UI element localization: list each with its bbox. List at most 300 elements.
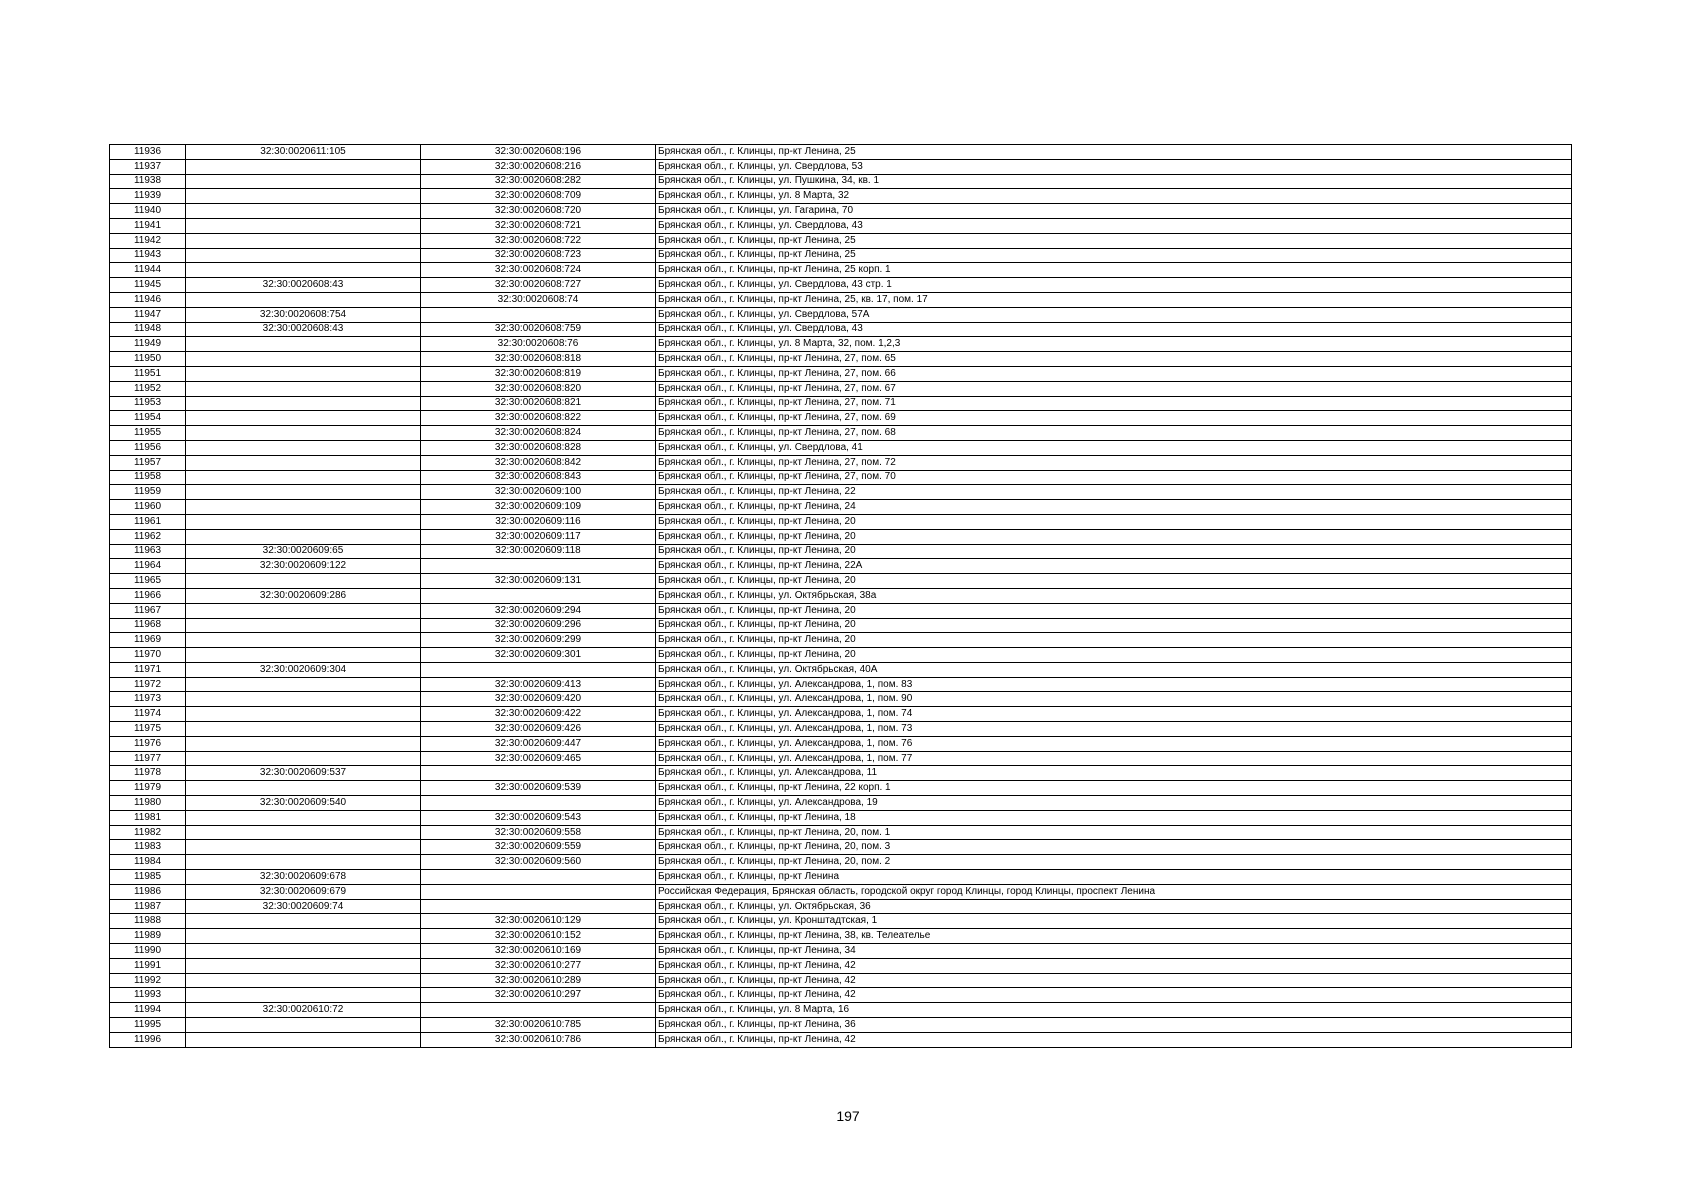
table-row <box>110 958 1572 973</box>
table-row <box>110 1032 1572 1047</box>
object-cadastral-number-cell: 32:30:0020608:820 <box>421 381 656 396</box>
object-address-cell: Брянская обл., г. Клинцы, ул. 8 Марта, 16 <box>656 1003 1572 1018</box>
object-cadastral-number-cell: 32:30:0020609:294 <box>421 603 656 618</box>
building-cadastral-number-cell: 32:30:0020609:74 <box>186 899 421 914</box>
row-number-cell: 11984 <box>110 855 186 870</box>
building-cadastral-number-cell <box>186 574 421 589</box>
object-cadastral-number-cell <box>421 662 656 677</box>
row-number-cell: 11938 <box>110 174 186 189</box>
building-cadastral-number-cell <box>186 618 421 633</box>
table-row <box>110 973 1572 988</box>
object-address-cell: Брянская обл., г. Клинцы, ул. Свердлова, 57А <box>656 307 1572 322</box>
table-row <box>110 825 1572 840</box>
building-cadastral-number-cell: 32:30:0020609:679 <box>186 884 421 899</box>
row-number-cell: 11985 <box>110 870 186 885</box>
object-address-cell: Брянская обл., г. Клинцы, пр-кт Ленина, 20 <box>656 633 1572 648</box>
row-number-cell: 11968 <box>110 618 186 633</box>
object-address-cell: Брянская обл., г. Клинцы, ул. Александрова, 1, пом. 73 <box>656 722 1572 737</box>
row-number-cell: 11976 <box>110 736 186 751</box>
building-cadastral-number-cell <box>186 396 421 411</box>
row-number-cell: 11953 <box>110 396 186 411</box>
object-address-cell: Брянская обл., г. Клинцы, ул. Октябрьская, 40А <box>656 662 1572 677</box>
object-address-cell: Брянская обл., г. Клинцы, пр-кт Ленина, 42 <box>656 958 1572 973</box>
building-cadastral-number-cell: 32:30:0020609:304 <box>186 662 421 677</box>
object-address-cell: Брянская обл., г. Клинцы, ул. Свердлова, 41 <box>656 440 1572 455</box>
object-address-cell: Брянская обл., г. Клинцы, пр-кт Ленина, 20, пом. 1 <box>656 825 1572 840</box>
object-cadastral-number-cell: 32:30:0020608:828 <box>421 440 656 455</box>
object-cadastral-number-cell: 32:30:0020608:824 <box>421 426 656 441</box>
object-address-cell: Брянская обл., г. Клинцы, пр-кт Ленина, 27, пом. 68 <box>656 426 1572 441</box>
row-number-cell: 11994 <box>110 1003 186 1018</box>
table-row <box>110 426 1572 441</box>
object-address-cell: Брянская обл., г. Клинцы, пр-кт Ленина, 42 <box>656 988 1572 1003</box>
object-address-cell: Брянская обл., г. Клинцы, ул. Александрова, 11 <box>656 766 1572 781</box>
table-row <box>110 1018 1572 1033</box>
building-cadastral-number-cell <box>186 603 421 618</box>
object-cadastral-number-cell: 32:30:0020608:842 <box>421 455 656 470</box>
table-row <box>110 292 1572 307</box>
row-number-cell: 11986 <box>110 884 186 899</box>
object-cadastral-number-cell: 32:30:0020608:822 <box>421 411 656 426</box>
table-row <box>110 189 1572 204</box>
building-cadastral-number-cell <box>186 440 421 455</box>
building-cadastral-number-cell <box>186 914 421 929</box>
table-row <box>110 662 1572 677</box>
building-cadastral-number-cell <box>186 159 421 174</box>
building-cadastral-number-cell: 32:30:0020609:122 <box>186 559 421 574</box>
object-address-cell: Брянская обл., г. Клинцы, пр-кт Ленина, 20 <box>656 603 1572 618</box>
object-cadastral-number-cell: 32:30:0020608:818 <box>421 352 656 367</box>
object-address-cell: Брянская обл., г. Клинцы, ул. Гагарина, 70 <box>656 204 1572 219</box>
object-address-cell: Брянская обл., г. Клинцы, ул. Октябрьская, 36 <box>656 899 1572 914</box>
object-cadastral-number-cell <box>421 559 656 574</box>
table-row <box>110 337 1572 352</box>
building-cadastral-number-cell: 32:30:0020609:286 <box>186 588 421 603</box>
building-cadastral-number-cell <box>186 411 421 426</box>
row-number-cell: 11941 <box>110 218 186 233</box>
building-cadastral-number-cell <box>186 1032 421 1047</box>
building-cadastral-number-cell: 32:30:0020608:43 <box>186 322 421 337</box>
building-cadastral-number-cell <box>186 263 421 278</box>
object-address-cell: Брянская обл., г. Клинцы, пр-кт Ленина, 20 <box>656 544 1572 559</box>
table-row <box>110 485 1572 500</box>
row-number-cell: 11936 <box>110 145 186 160</box>
row-number-cell: 11975 <box>110 722 186 737</box>
row-number-cell: 11944 <box>110 263 186 278</box>
table-row <box>110 914 1572 929</box>
row-number-cell: 11995 <box>110 1018 186 1033</box>
object-cadastral-number-cell <box>421 884 656 899</box>
object-cadastral-number-cell: 32:30:0020609:117 <box>421 529 656 544</box>
object-address-cell: Брянская обл., г. Клинцы, пр-кт Ленина, 22 корп. 1 <box>656 781 1572 796</box>
building-cadastral-number-cell: 32:30:0020610:72 <box>186 1003 421 1018</box>
building-cadastral-number-cell <box>186 233 421 248</box>
row-number-cell: 11955 <box>110 426 186 441</box>
object-cadastral-number-cell: 32:30:0020610:289 <box>421 973 656 988</box>
table-row <box>110 366 1572 381</box>
table-row <box>110 204 1572 219</box>
row-number-cell: 11989 <box>110 929 186 944</box>
table-row <box>110 988 1572 1003</box>
object-address-cell: Брянская обл., г. Клинцы, пр-кт Ленина, 27, пом. 66 <box>656 366 1572 381</box>
table-row <box>110 751 1572 766</box>
table-row <box>110 766 1572 781</box>
object-address-cell: Брянская обл., г. Клинцы, ул. Александрова, 1, пом. 74 <box>656 707 1572 722</box>
object-cadastral-number-cell: 32:30:0020608:720 <box>421 204 656 219</box>
row-number-cell: 11951 <box>110 366 186 381</box>
object-address-cell: Брянская обл., г. Клинцы, пр-кт Ленина, 27, пом. 69 <box>656 411 1572 426</box>
row-number-cell: 11958 <box>110 470 186 485</box>
object-address-cell: Брянская обл., г. Клинцы, пр-кт Ленина, 27, пом. 72 <box>656 455 1572 470</box>
table-row <box>110 455 1572 470</box>
object-cadastral-number-cell: 32:30:0020609:465 <box>421 751 656 766</box>
table-row <box>110 263 1572 278</box>
object-cadastral-number-cell: 32:30:0020609:116 <box>421 514 656 529</box>
row-number-cell: 11990 <box>110 944 186 959</box>
object-address-cell: Брянская обл., г. Клинцы, пр-кт Ленина, 20 <box>656 514 1572 529</box>
building-cadastral-number-cell <box>186 707 421 722</box>
table-row <box>110 781 1572 796</box>
object-address-cell: Брянская обл., г. Клинцы, ул. 8 Марта, 32 <box>656 189 1572 204</box>
table-row <box>110 470 1572 485</box>
object-address-cell: Брянская обл., г. Клинцы, ул. Пушкина, 34, кв. 1 <box>656 174 1572 189</box>
object-address-cell: Брянская обл., г. Клинцы, пр-кт Ленина, 27, пом. 70 <box>656 470 1572 485</box>
object-cadastral-number-cell <box>421 588 656 603</box>
row-number-cell: 11983 <box>110 840 186 855</box>
building-cadastral-number-cell <box>186 455 421 470</box>
row-number-cell: 11960 <box>110 500 186 515</box>
object-address-cell: Брянская обл., г. Клинцы, пр-кт Ленина, 22 <box>656 485 1572 500</box>
object-address-cell: Брянская обл., г. Клинцы, пр-кт Ленина, 25 корп. 1 <box>656 263 1572 278</box>
object-address-cell: Брянская обл., г. Клинцы, ул. Александрова, 1, пом. 77 <box>656 751 1572 766</box>
building-cadastral-number-cell <box>186 174 421 189</box>
row-number-cell: 11962 <box>110 529 186 544</box>
object-cadastral-number-cell: 32:30:0020610:785 <box>421 1018 656 1033</box>
object-address-cell: Брянская обл., г. Клинцы, ул. Свердлова, 43 <box>656 218 1572 233</box>
row-number-cell: 11942 <box>110 233 186 248</box>
building-cadastral-number-cell <box>186 840 421 855</box>
row-number-cell: 11982 <box>110 825 186 840</box>
building-cadastral-number-cell: 32:30:0020609:678 <box>186 870 421 885</box>
object-address-cell: Российская Федерация, Брянская область, городской округ город Клинцы, город Клинцы, проспект Ленина <box>656 884 1572 899</box>
object-address-cell: Брянская обл., г. Клинцы, ул. Александрова, 19 <box>656 796 1572 811</box>
object-address-cell: Брянская обл., г. Клинцы, ул. Свердлова, 53 <box>656 159 1572 174</box>
row-number-cell: 11993 <box>110 988 186 1003</box>
object-cadastral-number-cell: 32:30:0020609:413 <box>421 677 656 692</box>
object-cadastral-number-cell: 32:30:0020610:152 <box>421 929 656 944</box>
table-row <box>110 352 1572 367</box>
building-cadastral-number-cell <box>186 825 421 840</box>
object-cadastral-number-cell: 32:30:0020608:821 <box>421 396 656 411</box>
building-cadastral-number-cell <box>186 248 421 263</box>
table-row <box>110 322 1572 337</box>
object-cadastral-number-cell: 32:30:0020609:422 <box>421 707 656 722</box>
row-number-cell: 11966 <box>110 588 186 603</box>
building-cadastral-number-cell <box>186 751 421 766</box>
object-cadastral-number-cell: 32:30:0020608:759 <box>421 322 656 337</box>
object-address-cell: Брянская обл., г. Клинцы, ул. Кронштадтская, 1 <box>656 914 1572 929</box>
building-cadastral-number-cell: 32:30:0020609:540 <box>186 796 421 811</box>
object-cadastral-number-cell: 32:30:0020610:129 <box>421 914 656 929</box>
object-address-cell: Брянская обл., г. Клинцы, пр-кт Ленина, 20 <box>656 648 1572 663</box>
registry-table-body <box>110 145 1572 1048</box>
object-cadastral-number-cell: 32:30:0020610:277 <box>421 958 656 973</box>
building-cadastral-number-cell <box>186 855 421 870</box>
building-cadastral-number-cell <box>186 633 421 648</box>
table-row <box>110 722 1572 737</box>
row-number-cell: 11980 <box>110 796 186 811</box>
row-number-cell: 11956 <box>110 440 186 455</box>
object-address-cell: Брянская обл., г. Клинцы, пр-кт Ленина, 20 <box>656 618 1572 633</box>
table-row <box>110 559 1572 574</box>
table-row <box>110 840 1572 855</box>
row-number-cell: 11978 <box>110 766 186 781</box>
object-address-cell: Брянская обл., г. Клинцы, пр-кт Ленина, 20 <box>656 529 1572 544</box>
row-number-cell: 11937 <box>110 159 186 174</box>
row-number-cell: 11945 <box>110 278 186 293</box>
building-cadastral-number-cell <box>186 337 421 352</box>
table-row <box>110 707 1572 722</box>
building-cadastral-number-cell <box>186 973 421 988</box>
building-cadastral-number-cell <box>186 1018 421 1033</box>
building-cadastral-number-cell <box>186 426 421 441</box>
building-cadastral-number-cell: 32:30:0020609:65 <box>186 544 421 559</box>
object-cadastral-number-cell: 32:30:0020608:724 <box>421 263 656 278</box>
object-address-cell: Брянская обл., г. Клинцы, пр-кт Ленина, 27, пом. 71 <box>656 396 1572 411</box>
row-number-cell: 11965 <box>110 574 186 589</box>
building-cadastral-number-cell <box>186 692 421 707</box>
object-address-cell: Брянская обл., г. Клинцы, пр-кт Ленина, 20, пом. 3 <box>656 840 1572 855</box>
object-address-cell: Брянская обл., г. Клинцы, пр-кт Ленина, 24 <box>656 500 1572 515</box>
row-number-cell: 11981 <box>110 810 186 825</box>
table-row <box>110 588 1572 603</box>
building-cadastral-number-cell <box>186 781 421 796</box>
object-cadastral-number-cell: 32:30:0020609:543 <box>421 810 656 825</box>
table-row <box>110 692 1572 707</box>
row-number-cell: 11950 <box>110 352 186 367</box>
table-row <box>110 307 1572 322</box>
table-row <box>110 145 1572 160</box>
row-number-cell: 11974 <box>110 707 186 722</box>
row-number-cell: 11996 <box>110 1032 186 1047</box>
building-cadastral-number-cell <box>186 470 421 485</box>
row-number-cell: 11977 <box>110 751 186 766</box>
table-row <box>110 500 1572 515</box>
object-cadastral-number-cell: 32:30:0020610:169 <box>421 944 656 959</box>
table-row <box>110 278 1572 293</box>
object-cadastral-number-cell: 32:30:0020608:722 <box>421 233 656 248</box>
row-number-cell: 11979 <box>110 781 186 796</box>
table-row <box>110 381 1572 396</box>
object-address-cell: Брянская обл., г. Клинцы, пр-кт Ленина, 22А <box>656 559 1572 574</box>
building-cadastral-number-cell <box>186 218 421 233</box>
page-number: 197 <box>836 1108 860 1124</box>
building-cadastral-number-cell <box>186 722 421 737</box>
row-number-cell: 11946 <box>110 292 186 307</box>
object-cadastral-number-cell: 32:30:0020608:843 <box>421 470 656 485</box>
object-cadastral-number-cell <box>421 870 656 885</box>
table-row <box>110 440 1572 455</box>
object-cadastral-number-cell: 32:30:0020609:426 <box>421 722 656 737</box>
row-number-cell: 11939 <box>110 189 186 204</box>
object-address-cell: Брянская обл., г. Клинцы, пр-кт Ленина, 25 <box>656 248 1572 263</box>
object-address-cell: Брянская обл., г. Клинцы, ул. Александрова, 1, пом. 90 <box>656 692 1572 707</box>
object-cadastral-number-cell: 32:30:0020608:282 <box>421 174 656 189</box>
table-row <box>110 603 1572 618</box>
table-row <box>110 411 1572 426</box>
object-cadastral-number-cell: 32:30:0020608:196 <box>421 145 656 160</box>
object-cadastral-number-cell <box>421 796 656 811</box>
table-row <box>110 929 1572 944</box>
object-cadastral-number-cell: 32:30:0020609:131 <box>421 574 656 589</box>
object-cadastral-number-cell: 32:30:0020608:74 <box>421 292 656 307</box>
object-address-cell: Брянская обл., г. Клинцы, пр-кт Ленина, 25 <box>656 145 1572 160</box>
table-row <box>110 544 1572 559</box>
object-cadastral-number-cell: 32:30:0020609:301 <box>421 648 656 663</box>
table-row <box>110 396 1572 411</box>
object-cadastral-number-cell: 32:30:0020609:118 <box>421 544 656 559</box>
building-cadastral-number-cell <box>186 292 421 307</box>
row-number-cell: 11992 <box>110 973 186 988</box>
object-address-cell: Брянская обл., г. Клинцы, пр-кт Ленина, 25, кв. 17, пом. 17 <box>656 292 1572 307</box>
table-row <box>110 633 1572 648</box>
object-cadastral-number-cell: 32:30:0020608:721 <box>421 218 656 233</box>
object-address-cell: Брянская обл., г. Клинцы, ул. Александрова, 1, пом. 76 <box>656 736 1572 751</box>
row-number-cell: 11957 <box>110 455 186 470</box>
row-number-cell: 11972 <box>110 677 186 692</box>
building-cadastral-number-cell: 32:30:0020609:537 <box>186 766 421 781</box>
cadastral-registry-table <box>109 144 1572 1048</box>
table-row <box>110 514 1572 529</box>
object-address-cell: Брянская обл., г. Клинцы, пр-кт Ленина, 20 <box>656 574 1572 589</box>
row-number-cell: 11967 <box>110 603 186 618</box>
object-address-cell: Брянская обл., г. Клинцы, ул. Свердлова, 43 стр. 1 <box>656 278 1572 293</box>
object-cadastral-number-cell: 32:30:0020608:723 <box>421 248 656 263</box>
building-cadastral-number-cell <box>186 514 421 529</box>
row-number-cell: 11964 <box>110 559 186 574</box>
table-row <box>110 810 1572 825</box>
table-row <box>110 529 1572 544</box>
object-cadastral-number-cell: 32:30:0020610:297 <box>421 988 656 1003</box>
row-number-cell: 11987 <box>110 899 186 914</box>
building-cadastral-number-cell <box>186 648 421 663</box>
building-cadastral-number-cell <box>186 958 421 973</box>
object-address-cell: Брянская обл., г. Клинцы, пр-кт Ленина <box>656 870 1572 885</box>
object-cadastral-number-cell: 32:30:0020609:420 <box>421 692 656 707</box>
building-cadastral-number-cell <box>186 485 421 500</box>
table-row <box>110 248 1572 263</box>
table-row <box>110 618 1572 633</box>
table-row <box>110 218 1572 233</box>
object-address-cell: Брянская обл., г. Клинцы, пр-кт Ленина, 36 <box>656 1018 1572 1033</box>
row-number-cell: 11948 <box>110 322 186 337</box>
object-cadastral-number-cell: 32:30:0020608:76 <box>421 337 656 352</box>
building-cadastral-number-cell <box>186 944 421 959</box>
object-address-cell: Брянская обл., г. Клинцы, пр-кт Ленина, 20, пом. 2 <box>656 855 1572 870</box>
object-cadastral-number-cell: 32:30:0020609:447 <box>421 736 656 751</box>
row-number-cell: 11971 <box>110 662 186 677</box>
building-cadastral-number-cell <box>186 988 421 1003</box>
object-cadastral-number-cell: 32:30:0020609:296 <box>421 618 656 633</box>
table-row <box>110 899 1572 914</box>
object-address-cell: Брянская обл., г. Клинцы, пр-кт Ленина, 27, пом. 65 <box>656 352 1572 367</box>
table-row <box>110 796 1572 811</box>
object-cadastral-number-cell: 32:30:0020609:559 <box>421 840 656 855</box>
object-cadastral-number-cell: 32:30:0020609:558 <box>421 825 656 840</box>
object-address-cell: Брянская обл., г. Клинцы, ул. 8 Марта, 32, пом. 1,2,3 <box>656 337 1572 352</box>
object-cadastral-number-cell <box>421 307 656 322</box>
table-row <box>110 870 1572 885</box>
building-cadastral-number-cell <box>186 529 421 544</box>
building-cadastral-number-cell <box>186 810 421 825</box>
table-row <box>110 174 1572 189</box>
table-row <box>110 736 1572 751</box>
row-number-cell: 11970 <box>110 648 186 663</box>
row-number-cell: 11954 <box>110 411 186 426</box>
building-cadastral-number-cell <box>186 366 421 381</box>
building-cadastral-number-cell <box>186 204 421 219</box>
object-cadastral-number-cell: 32:30:0020609:539 <box>421 781 656 796</box>
building-cadastral-number-cell: 32:30:0020608:43 <box>186 278 421 293</box>
table-row <box>110 1003 1572 1018</box>
object-cadastral-number-cell <box>421 1003 656 1018</box>
object-address-cell: Брянская обл., г. Клинцы, пр-кт Ленина, 42 <box>656 1032 1572 1047</box>
building-cadastral-number-cell <box>186 189 421 204</box>
building-cadastral-number-cell <box>186 677 421 692</box>
row-number-cell: 11947 <box>110 307 186 322</box>
row-number-cell: 11961 <box>110 514 186 529</box>
table-row <box>110 855 1572 870</box>
building-cadastral-number-cell: 32:30:0020608:754 <box>186 307 421 322</box>
object-cadastral-number-cell <box>421 766 656 781</box>
object-cadastral-number-cell <box>421 899 656 914</box>
table-row <box>110 884 1572 899</box>
object-address-cell: Брянская обл., г. Клинцы, ул. Свердлова, 43 <box>656 322 1572 337</box>
table-row <box>110 648 1572 663</box>
object-cadastral-number-cell: 32:30:0020609:100 <box>421 485 656 500</box>
table-row <box>110 574 1572 589</box>
table-row <box>110 233 1572 248</box>
row-number-cell: 11959 <box>110 485 186 500</box>
building-cadastral-number-cell <box>186 736 421 751</box>
building-cadastral-number-cell <box>186 929 421 944</box>
object-cadastral-number-cell: 32:30:0020608:819 <box>421 366 656 381</box>
row-number-cell: 11969 <box>110 633 186 648</box>
object-address-cell: Брянская обл., г. Клинцы, пр-кт Ленина, 18 <box>656 810 1572 825</box>
row-number-cell: 11991 <box>110 958 186 973</box>
row-number-cell: 11988 <box>110 914 186 929</box>
row-number-cell: 11943 <box>110 248 186 263</box>
object-address-cell: Брянская обл., г. Клинцы, пр-кт Ленина, 27, пом. 67 <box>656 381 1572 396</box>
building-cadastral-number-cell: 32:30:0020611:105 <box>186 145 421 160</box>
row-number-cell: 11940 <box>110 204 186 219</box>
building-cadastral-number-cell <box>186 500 421 515</box>
object-address-cell: Брянская обл., г. Клинцы, пр-кт Ленина, 25 <box>656 233 1572 248</box>
object-cadastral-number-cell: 32:30:0020608:709 <box>421 189 656 204</box>
building-cadastral-number-cell <box>186 381 421 396</box>
object-address-cell: Брянская обл., г. Клинцы, пр-кт Ленина, 34 <box>656 944 1572 959</box>
row-number-cell: 11949 <box>110 337 186 352</box>
object-address-cell: Брянская обл., г. Клинцы, ул. Октябрьская, 38а <box>656 588 1572 603</box>
object-cadastral-number-cell: 32:30:0020608:727 <box>421 278 656 293</box>
building-cadastral-number-cell <box>186 352 421 367</box>
object-address-cell: Брянская обл., г. Клинцы, пр-кт Ленина, 42 <box>656 973 1572 988</box>
row-number-cell: 11952 <box>110 381 186 396</box>
row-number-cell: 11963 <box>110 544 186 559</box>
object-cadastral-number-cell: 32:30:0020610:786 <box>421 1032 656 1047</box>
table-row <box>110 944 1572 959</box>
object-cadastral-number-cell: 32:30:0020609:560 <box>421 855 656 870</box>
